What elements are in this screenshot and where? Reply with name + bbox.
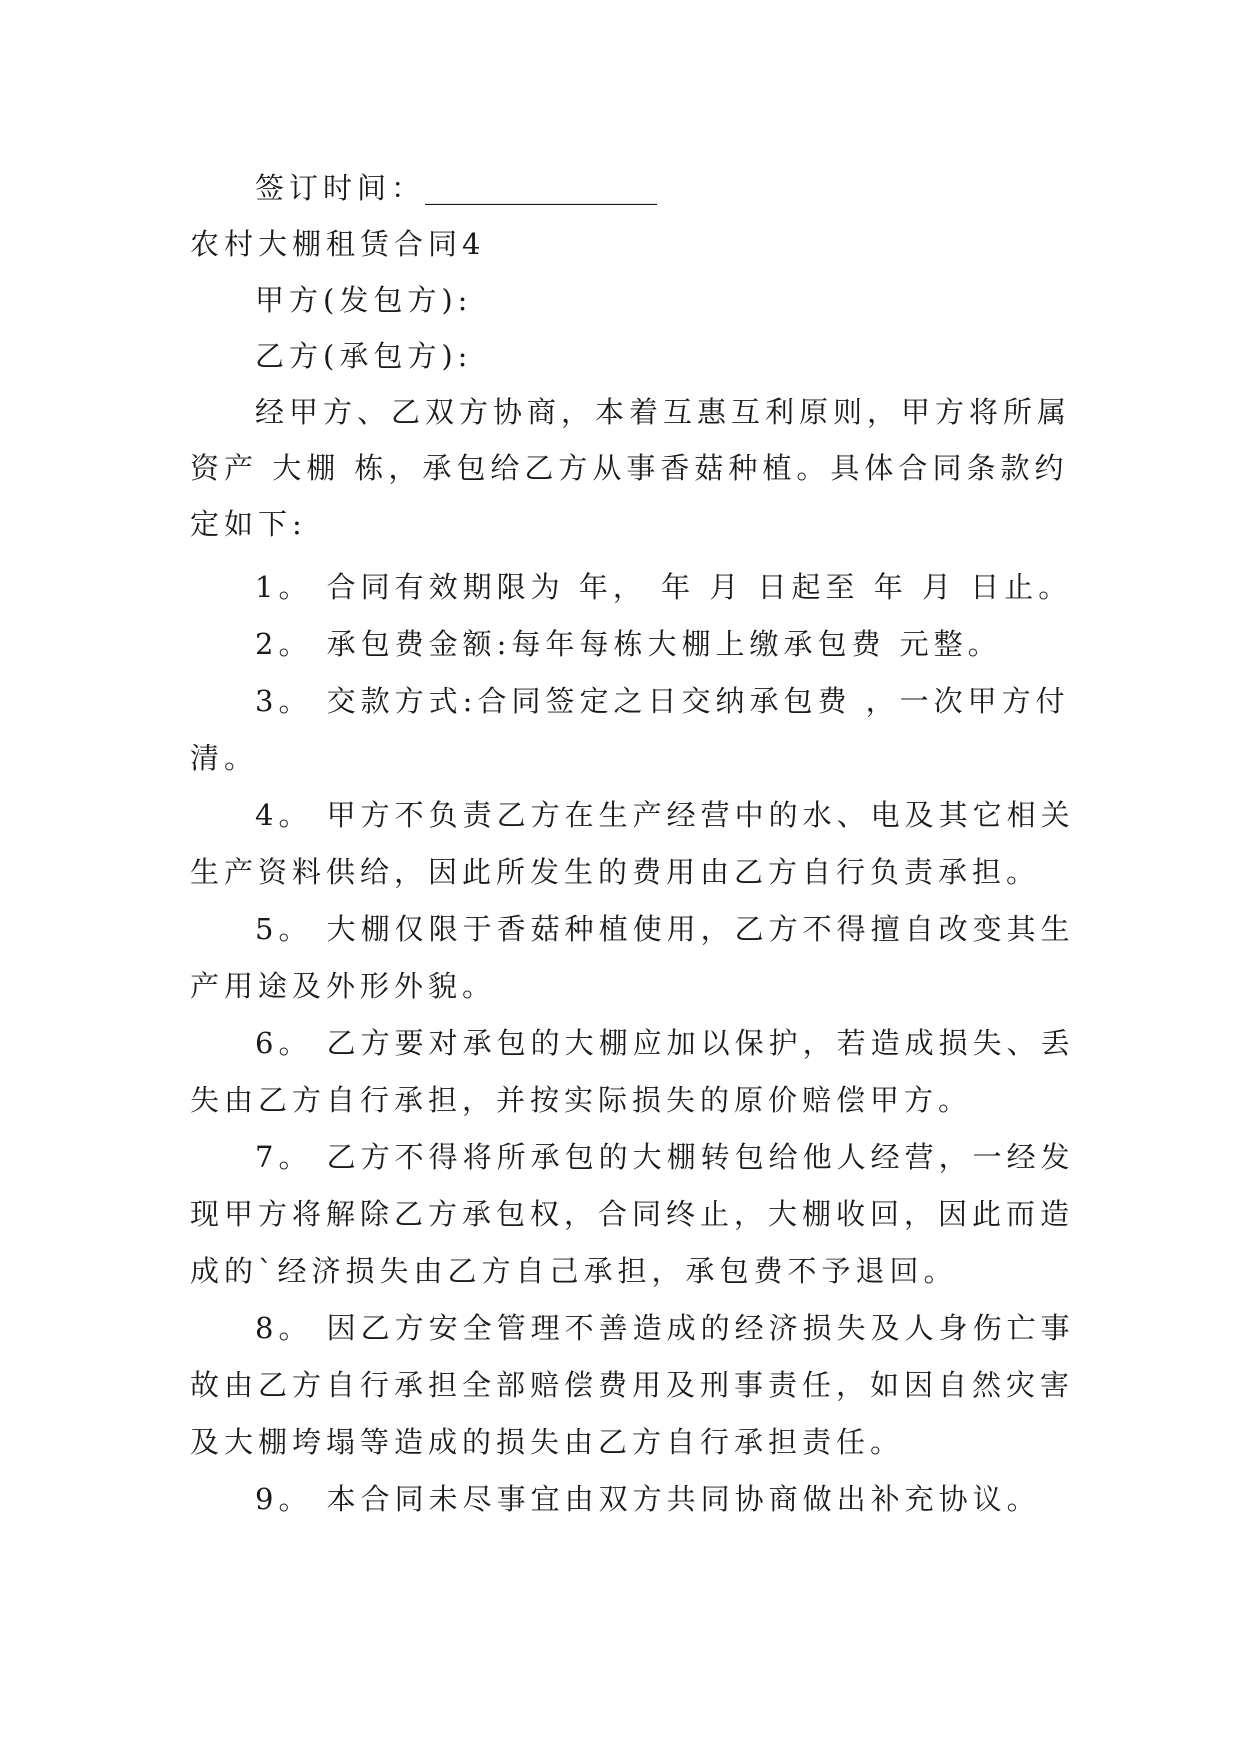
signing-time-blank: ________________ xyxy=(425,171,658,205)
clause-7-cont: 成的`经济损失由乙方自己承担，承包费不予退回。 xyxy=(190,1254,958,1288)
contract-title: 农村大棚租赁合同4 xyxy=(190,227,486,261)
clause-8-cont: 及大棚垮塌等造成的损失由乙方自行承担责任。 xyxy=(190,1425,905,1459)
clause-9: 9。 本合同未尽事宜由双方共同协商做出补充协议。 xyxy=(255,1482,1041,1516)
clause-5-cont: 产用途及外形外貌。 xyxy=(190,969,497,1003)
clause-3: 3。 交款方式:合同签定之日交纳承包费 ，一次甲方付 xyxy=(255,684,1070,718)
intro-line: 资产 大棚 栋，承包给乙方从事香菇种植。具体合同条款约 xyxy=(190,451,1069,485)
party-b-line: 乙方(承包方): xyxy=(255,339,473,373)
intro-line: 经甲方、乙双方协商，本着互惠互利原则，甲方将所属 xyxy=(255,395,1072,429)
clause-7-cont: 现甲方将解除乙方承包权，合同终止，大棚收回，因此而造 xyxy=(190,1197,1075,1231)
clause-2: 2。 承包费金额:每年每栋大棚上缴承包费 元整。 xyxy=(255,627,1002,661)
clause-6: 6。 乙方要对承包的大棚应加以保护，若造成损失、丢 xyxy=(255,1026,1075,1060)
clause-8-cont: 故由乙方自行承担全部赔偿费用及刑事责任，如因自然灾害 xyxy=(190,1368,1075,1402)
clause-3-cont: 清。 xyxy=(190,741,259,775)
intro-line: 定如下: xyxy=(190,507,307,541)
clause-4: 4。 甲方不负责乙方在生产经营中的水、电及其它相关 xyxy=(255,798,1075,832)
clause-6-cont: 失由乙方自行承担，并按实际损失的原价赔偿甲方。 xyxy=(190,1083,973,1117)
clause-7: 7。 乙方不得将所承包的大棚转包给他人经营，一经发 xyxy=(255,1140,1075,1174)
party-a-line: 甲方(发包方): xyxy=(255,283,473,317)
clause-4-cont: 生产资料供给，因此所发生的费用由乙方自行负责承担。 xyxy=(190,855,1041,889)
clause-1: 1。 合同有效期限为 年， 年 月 日起至 年 月 日止。 xyxy=(255,570,1073,604)
signing-time-label: 签订时间： xyxy=(255,171,426,205)
clause-5: 5。 大棚仅限于香菇种植使用，乙方不得擅自改变其生 xyxy=(255,912,1075,946)
clause-8: 8。 因乙方安全管理不善造成的经济损失及人身伤亡事 xyxy=(255,1311,1075,1345)
signing-time-line xyxy=(255,170,657,206)
